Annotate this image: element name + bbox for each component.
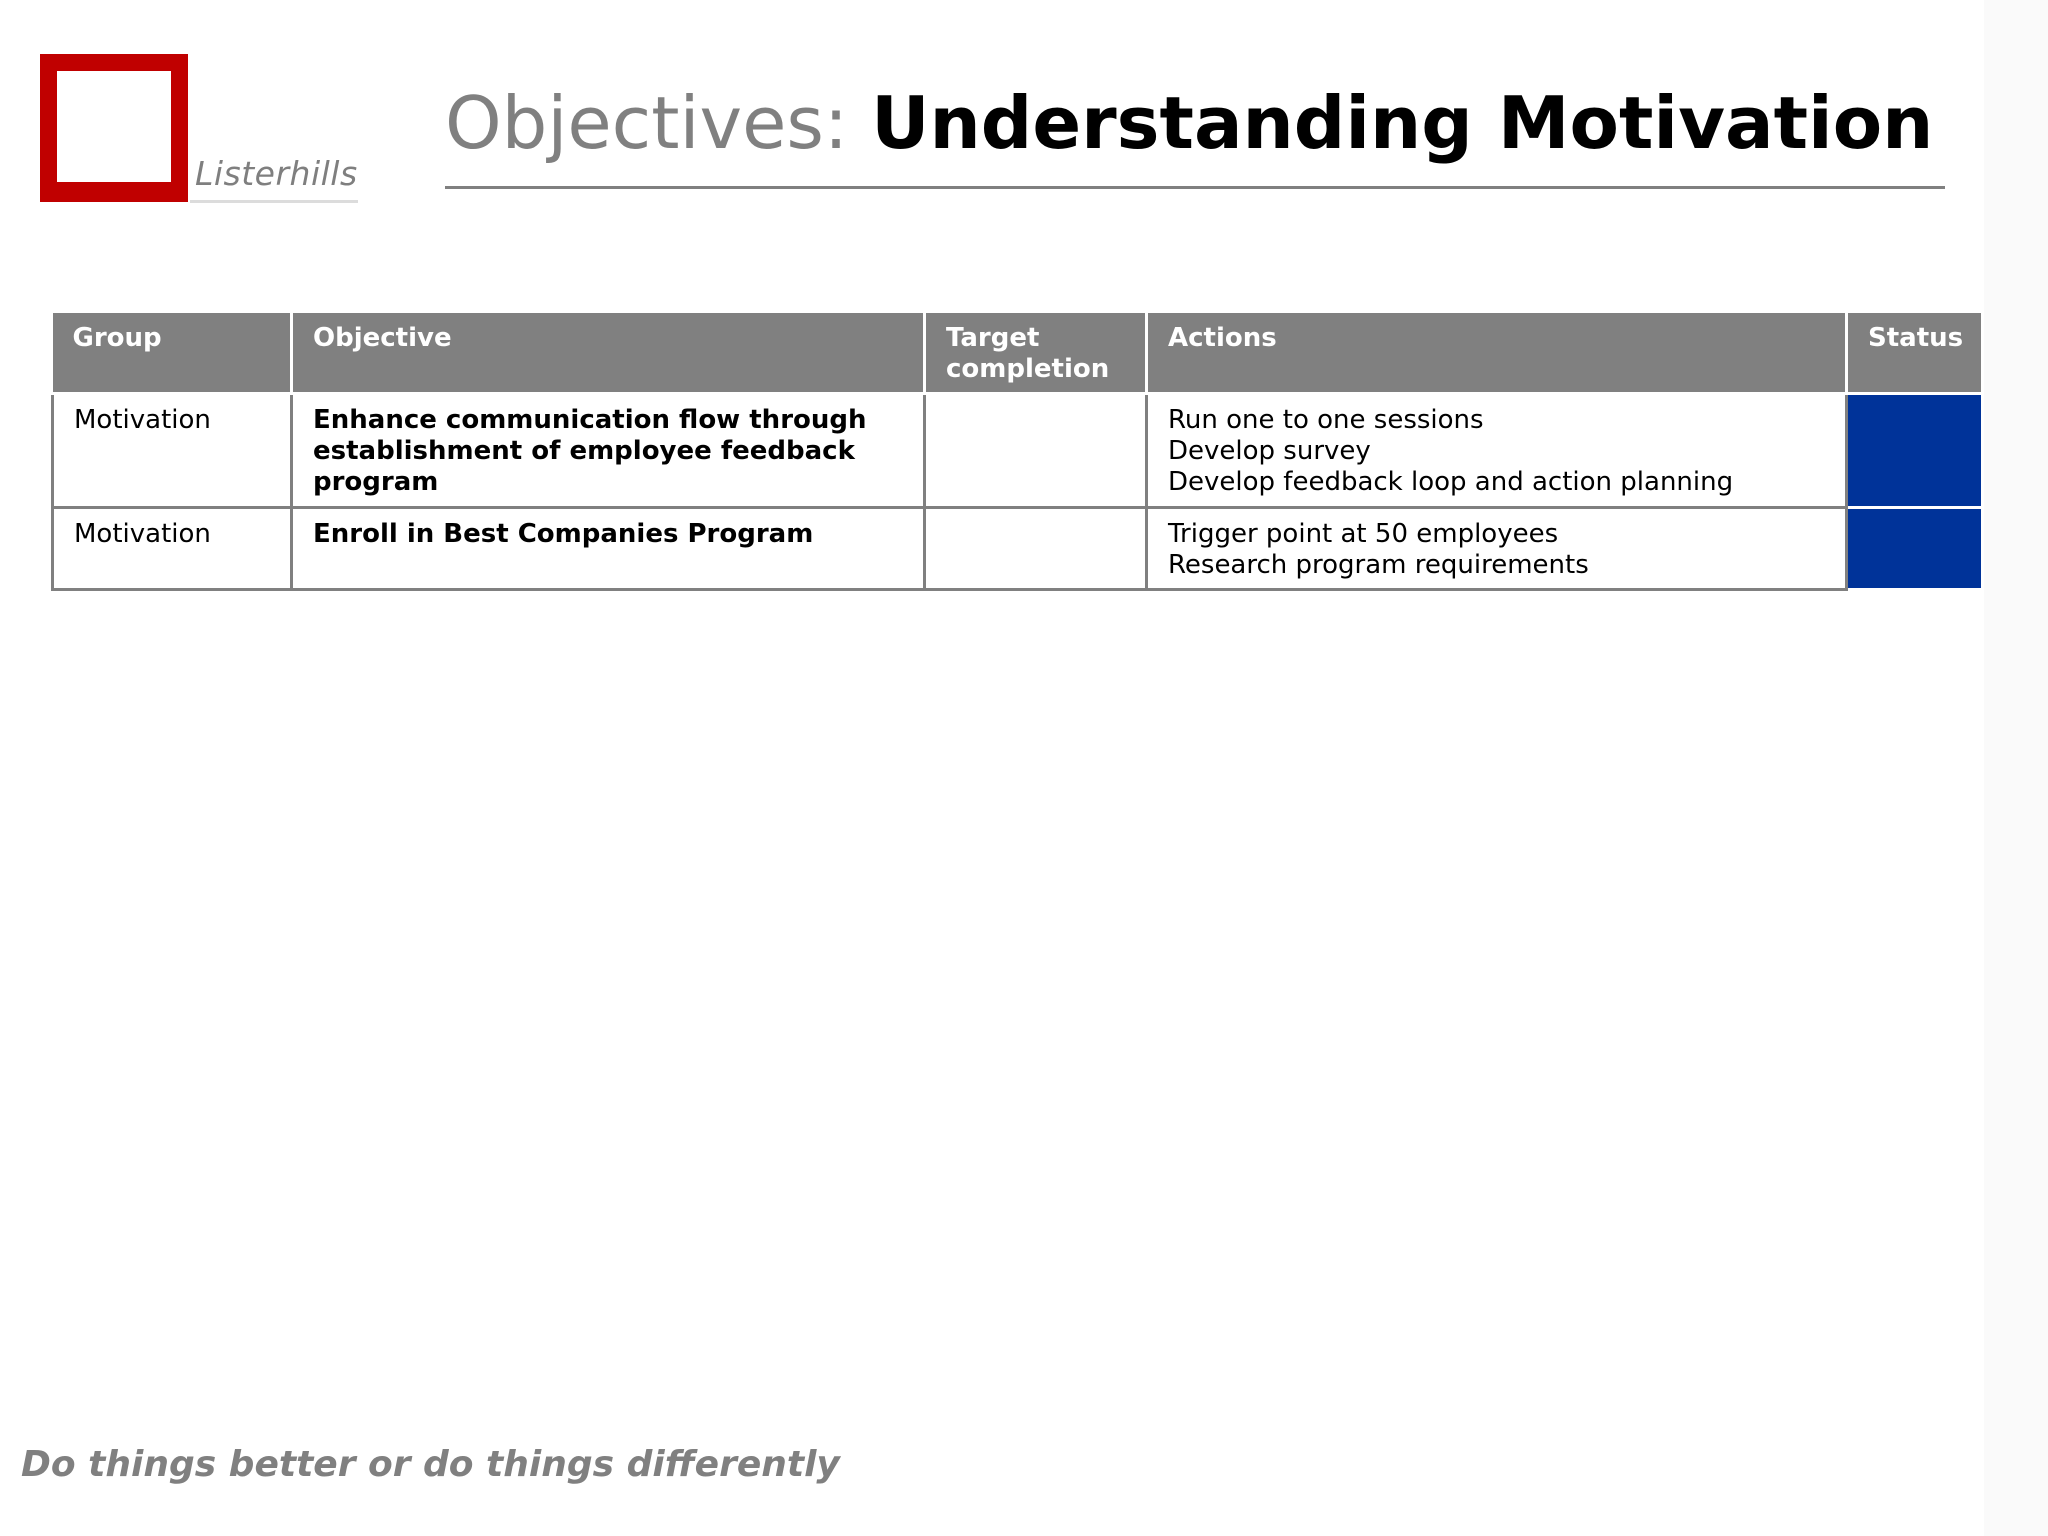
action-item: Research program requirements <box>1168 550 1589 580</box>
cell-actions <box>1147 394 1847 508</box>
cell-target-completion <box>925 394 1147 508</box>
logo-underline <box>190 200 358 203</box>
action-item: Develop survey <box>1168 436 1371 466</box>
cell-objective: Enroll in Best Companies Program <box>292 508 925 590</box>
status-indicator <box>1847 394 1981 508</box>
background-strip <box>1984 0 2048 1536</box>
header-status: Status <box>1847 313 1981 394</box>
table-header-row <box>53 313 1981 394</box>
cell-group: Motivation <box>53 508 292 590</box>
header-target-completion: Target completion <box>925 313 1147 394</box>
page-title <box>445 78 1934 168</box>
title-main: Understanding Motivation <box>871 81 1934 165</box>
table-row <box>53 508 1981 590</box>
table-row <box>53 394 1981 508</box>
action-item: Trigger point at 50 employees <box>1168 519 1559 549</box>
cell-objective: Enhance communication flow through establishment of employee feedback program <box>292 394 925 508</box>
objectives-table <box>51 313 1981 591</box>
logo-square-icon <box>40 54 188 202</box>
action-item: Develop feedback loop and action planning <box>1168 467 1734 497</box>
footer-tagline: Do things better or do things differently <box>21 1444 840 1485</box>
title-divider <box>445 186 1945 189</box>
logo-text: Listerhills <box>195 154 358 193</box>
cell-actions <box>1147 508 1847 590</box>
status-indicator <box>1847 508 1981 590</box>
header-group: Group <box>53 313 292 394</box>
title-prefix: Objectives: <box>445 81 849 165</box>
cell-group: Motivation <box>53 394 292 508</box>
header-objective: Objective <box>292 313 925 394</box>
logo-square-base <box>40 182 188 202</box>
listerhills-logo <box>40 54 360 206</box>
cell-target-completion <box>925 508 1147 590</box>
header-actions: Actions <box>1147 313 1847 394</box>
action-item: Run one to one sessions <box>1168 405 1484 435</box>
